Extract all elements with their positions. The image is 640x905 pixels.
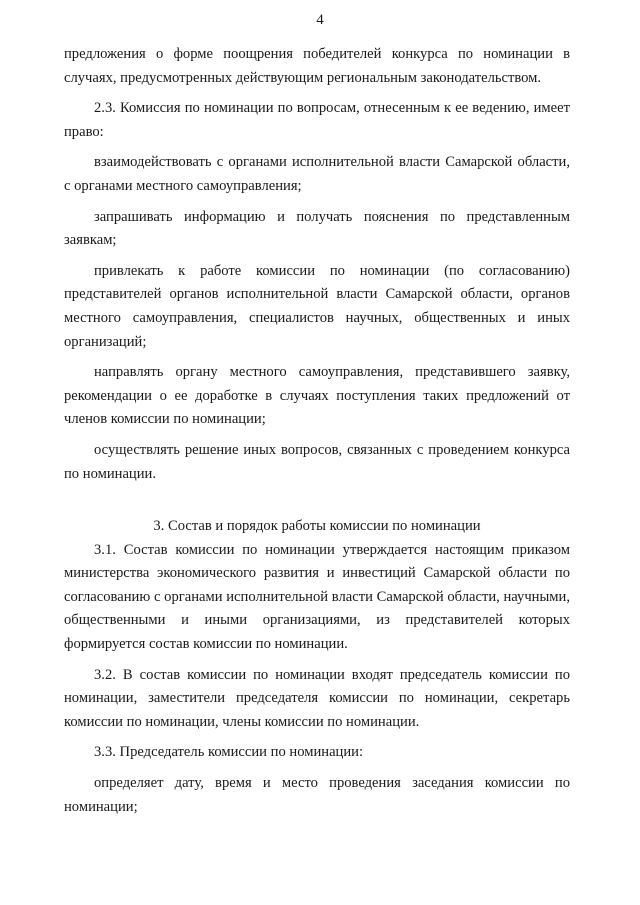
paragraph-3-3: 3.3. Председатель комиссии по номинации: [94,744,364,761]
paragraph-request-info: запрашивать информацию и получать пояснения по представленным заявкам; [64,208,570,249]
document-body [64,43,570,819]
paragraph-send-recommendations: направлять органу местного самоуправления, представившего заявку, рекомендации о ее доработке в случаях поступления таких предложений от членов комиссии по номинации; [64,364,570,428]
paragraph-define-date: определяет дату, время и место проведения заседания комиссии по номинации; [64,775,570,815]
paragraph-interact: взаимодействовать с органами исполнительной власти Самарской области, с органами местного самоуправления; [64,154,570,194]
paragraph-other-questions: осуществлять решение иных вопросов, связанных с проведением конкурса по номинации. [64,441,570,482]
page-number: 4 [316,12,324,28]
paragraph-3-2: 3.2. В состав комиссии по номинации входят председатель комиссии по номинации, заместители председателя комиссии по номинации, секретарь комиссии по номинации, члены комиссии по номинации. [64,666,570,730]
paragraph-involve: привлекать к работе комиссии по номинации (по согласованию) представителей органов исполнительной власти Самарской области, органов местного самоуправления, специалистов научных, общественных и иных организаций; [64,262,570,350]
paragraph-2-3: 2.3. Комиссия по номинации по вопросам, отнесенным к ее ведению, имеет право: [64,100,570,140]
paragraph-continuation: предложения о форме поощрения победителей конкурса по номинации в случаях, предусмотренных действующим региональным законодательством. [64,46,570,86]
paragraph-3-1: 3.1. Состав комиссии по номинации утверждается настоящим приказом министерства экономического развития и инвестиций Самарской области по согласованию с органами исполнительной власти Самарской области, научными, общественными и иными организациями, из представителей которых формируется состав комиссии по номинации. [64,541,570,653]
section-heading: 3. Состав и порядок работы комиссии по номинации [153,518,481,535]
